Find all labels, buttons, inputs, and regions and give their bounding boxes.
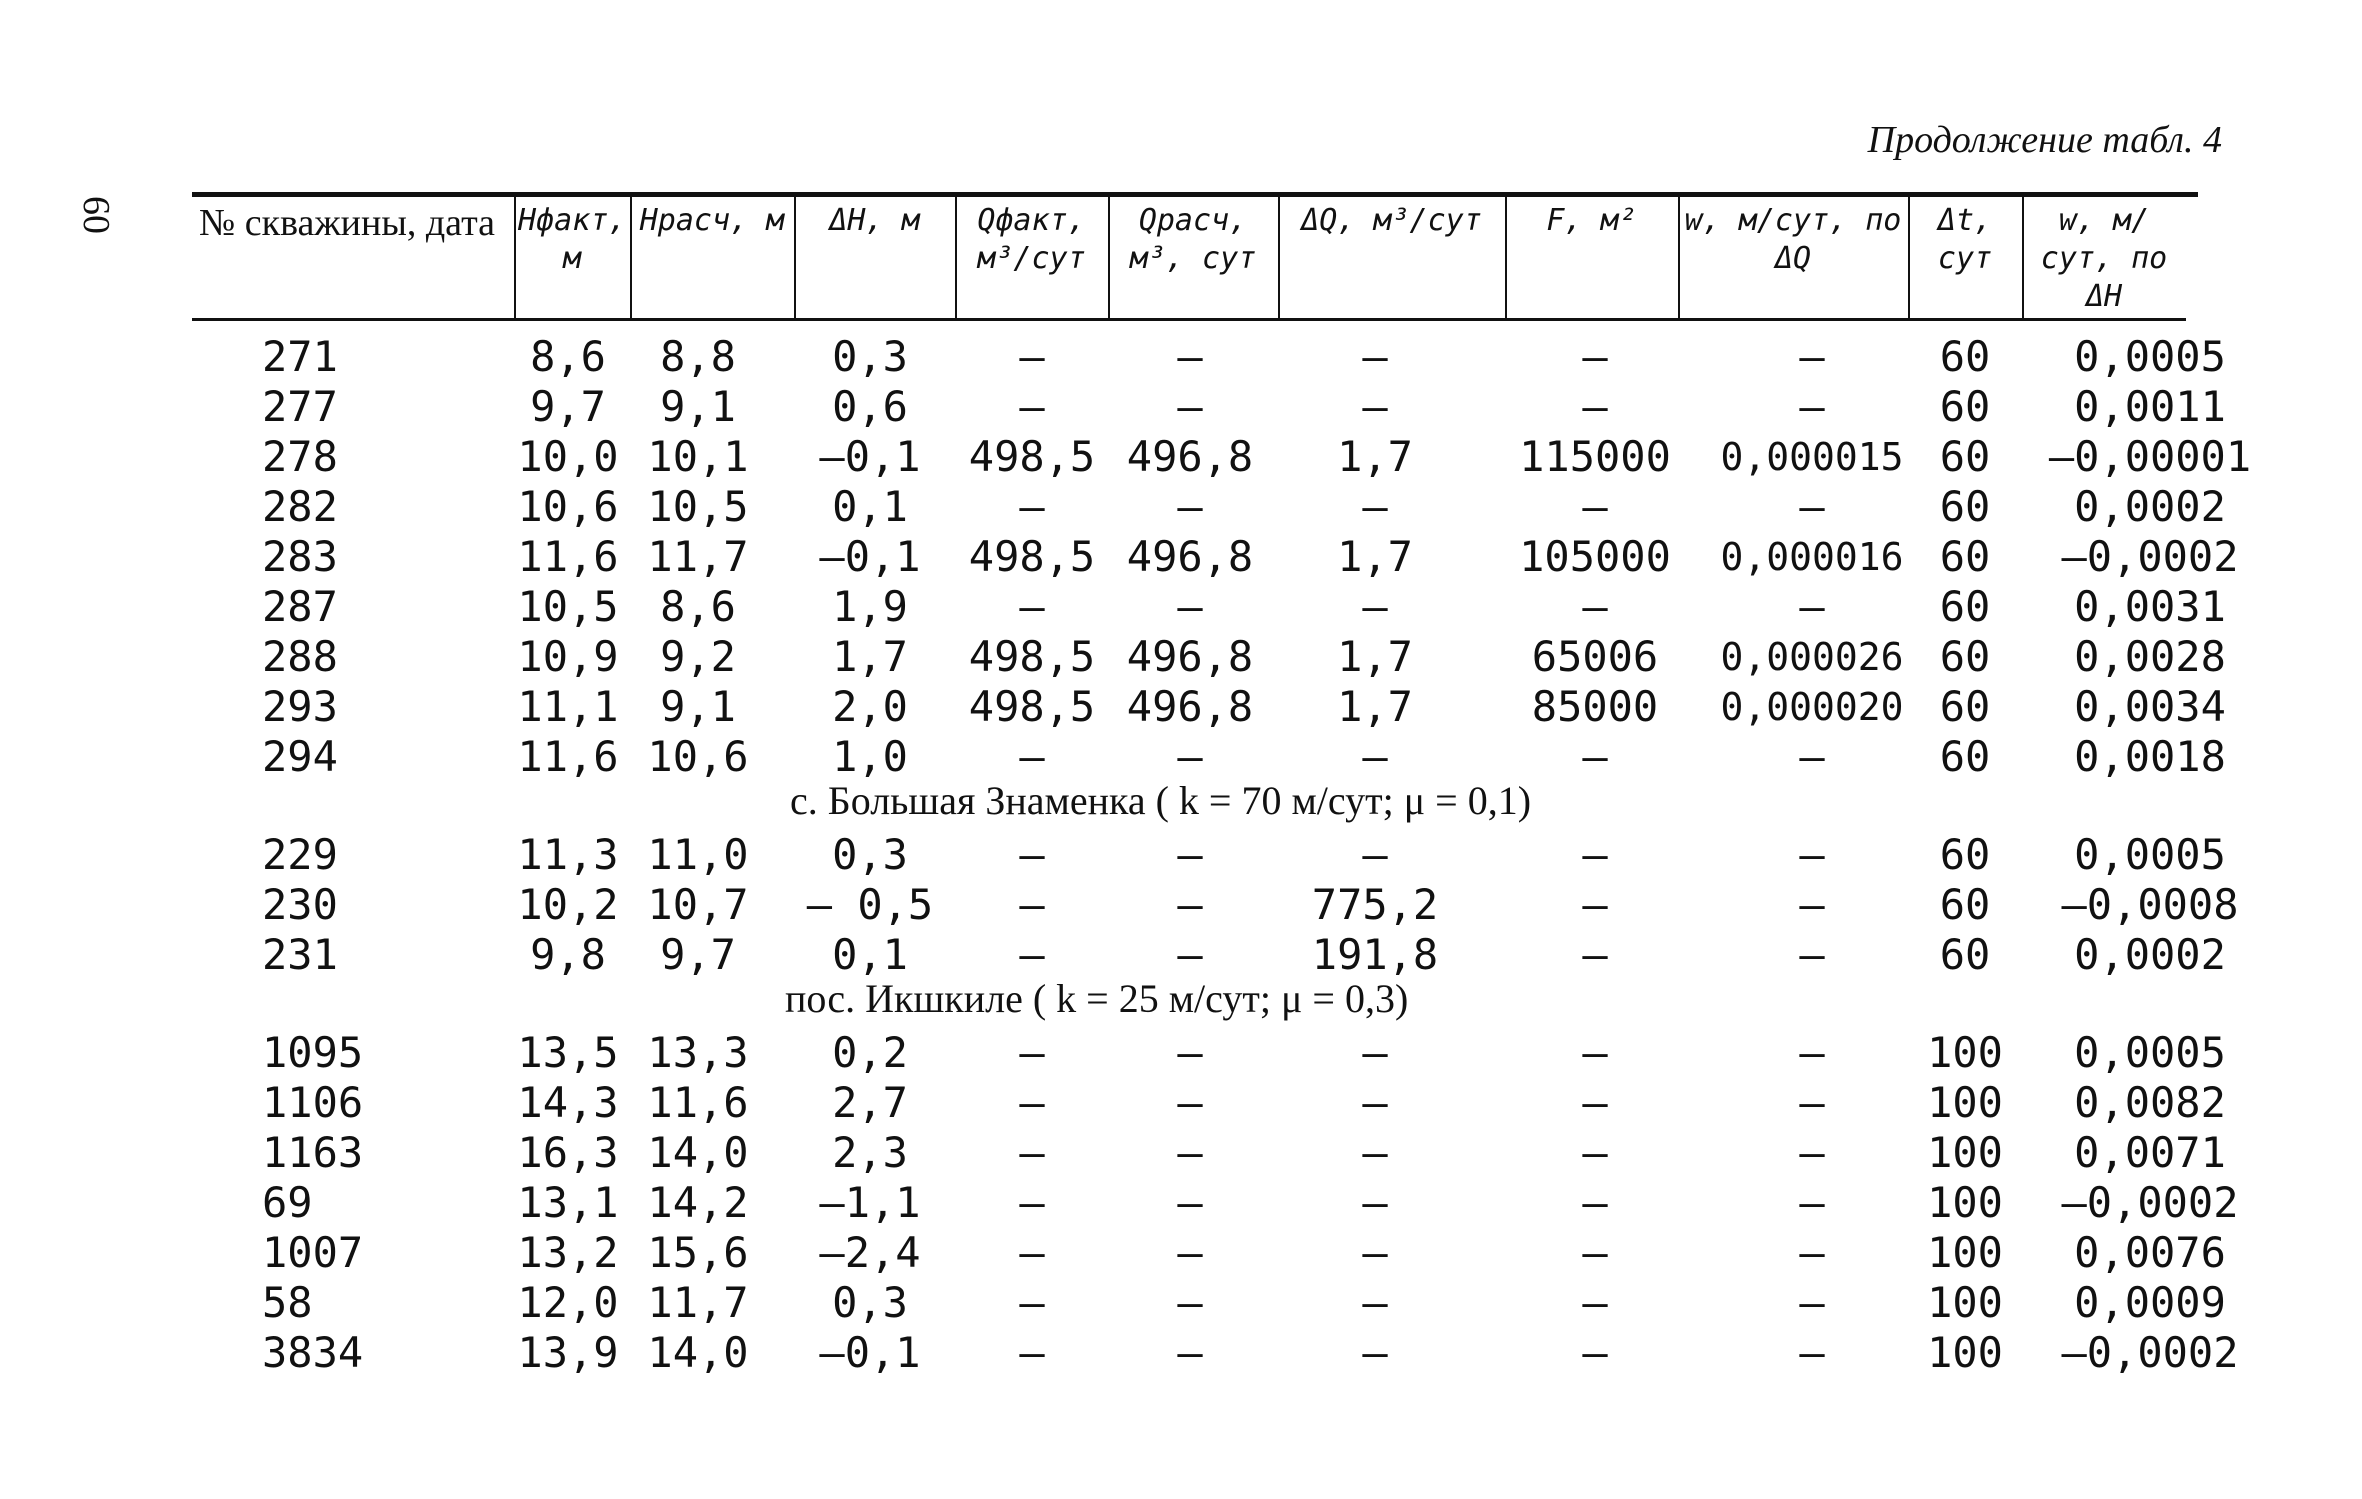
table-row <box>0 1278 2362 1328</box>
table-cell: – <box>1177 830 1203 879</box>
table-cell: 10,2 <box>517 880 619 929</box>
well-id-cell: 277 <box>262 382 338 431</box>
table-cell: 498,5 <box>968 532 1096 581</box>
table-cell: – <box>1799 482 1825 531</box>
table-cell: 9,7 <box>530 382 606 431</box>
table-cell: – <box>1177 930 1203 979</box>
table-cell: 100 <box>1927 1078 2003 1127</box>
table-cell: – <box>1582 1228 1608 1277</box>
table-cell: 13,1 <box>517 1178 619 1227</box>
table-cell: – <box>1177 382 1203 431</box>
table-cell: – <box>1019 582 1045 631</box>
table-cell: 100 <box>1927 1328 2003 1377</box>
column-header: Hрасч, м <box>639 203 785 238</box>
table-cell: 60 <box>1939 532 1991 581</box>
table-cell: – <box>1799 930 1825 979</box>
table-cell: 100 <box>1927 1178 2003 1227</box>
table-cell: 100 <box>1927 1278 2003 1327</box>
table-cell: 100 <box>1927 1128 2003 1177</box>
table-cell: 496,8 <box>1126 632 1254 681</box>
table-cell: – <box>1582 930 1608 979</box>
table-cell: 0,3 <box>832 830 908 879</box>
table-cell: 1,7 <box>1337 432 1413 481</box>
table-cell: 0,0002 <box>2074 482 2226 531</box>
table-cell: – <box>1799 1228 1825 1277</box>
table-cell: 0,0009 <box>2074 1278 2226 1327</box>
table-cell: – <box>1799 332 1825 381</box>
table-cell: –0,0002 <box>2061 1328 2239 1377</box>
table-cell: 10,5 <box>517 582 619 631</box>
table-row <box>0 682 2362 732</box>
table-cell: –0,0002 <box>2061 1178 2239 1227</box>
table-cell: 60 <box>1939 632 1991 681</box>
table-cell: 0,0028 <box>2074 632 2226 681</box>
header-column-divider <box>514 194 516 320</box>
table-header-bottom-rule <box>192 318 2186 321</box>
header-column-divider <box>1908 194 1910 320</box>
table-cell: – <box>1177 1228 1203 1277</box>
table-cell: 60 <box>1939 682 1991 731</box>
table-row <box>0 732 2362 782</box>
section-title: с. Большая Знаменка ( k = 70 м/сут; μ = 0,1) <box>790 778 1532 823</box>
table-cell: – <box>1362 332 1388 381</box>
table-row <box>0 1078 2362 1128</box>
table-cell: 11,6 <box>517 532 619 581</box>
table-cell: 0,0005 <box>2074 332 2226 381</box>
column-header: ΔH, м <box>829 203 920 238</box>
table-cell: – <box>1177 880 1203 929</box>
table-cell: – <box>1582 732 1608 781</box>
table-row <box>0 582 2362 632</box>
header-column-divider <box>955 194 957 320</box>
table-cell: 11,6 <box>647 1078 749 1127</box>
table-cell: – <box>1362 1178 1388 1227</box>
header-column-divider <box>1505 194 1507 320</box>
table-top-rule <box>192 192 2198 197</box>
table-cell: 2,7 <box>832 1078 908 1127</box>
table-row <box>0 1028 2362 1078</box>
table-cell: – <box>1019 482 1045 531</box>
table-row <box>0 930 2362 980</box>
table-cell: – <box>1177 1078 1203 1127</box>
well-id-cell: 1106 <box>262 1078 364 1127</box>
table-cell: 8,8 <box>660 332 736 381</box>
table-cell: 11,7 <box>647 1278 749 1327</box>
table-cell: 60 <box>1939 830 1991 879</box>
table-cell: – <box>1799 732 1825 781</box>
well-id-cell: 278 <box>262 432 338 481</box>
well-id-cell: 58 <box>262 1278 313 1327</box>
table-cell: – <box>1799 1278 1825 1327</box>
table-row <box>0 632 2362 682</box>
table-cell: – <box>1019 382 1045 431</box>
table-cell: 0,000015 <box>1720 435 1904 479</box>
table-cell: – <box>1582 830 1608 879</box>
table-cell: 498,5 <box>968 682 1096 731</box>
table-continuation-caption: Продолжение табл. 4 <box>1867 119 2222 161</box>
table-cell: – <box>1177 1128 1203 1177</box>
table-cell: 60 <box>1939 582 1991 631</box>
table-cell: 2,0 <box>832 682 908 731</box>
table-cell: 16,3 <box>517 1128 619 1177</box>
table-cell: 0,0034 <box>2074 682 2226 731</box>
table-cell: – <box>1362 830 1388 879</box>
table-cell: – <box>1177 1328 1203 1377</box>
table-cell: – <box>1019 1128 1045 1177</box>
column-header: Δt, сут <box>1937 203 1993 276</box>
table-cell: – <box>1362 1028 1388 1077</box>
table-cell: 10,7 <box>647 880 749 929</box>
table-cell: – <box>1177 1178 1203 1227</box>
table-cell: 60 <box>1939 930 1991 979</box>
table-row <box>0 332 2362 382</box>
table-cell: 85000 <box>1531 682 1659 731</box>
header-column-divider <box>794 194 796 320</box>
table-cell: 0,0002 <box>2074 930 2226 979</box>
table-cell: – <box>1362 482 1388 531</box>
well-id-cell: 3834 <box>262 1328 364 1377</box>
table-cell: 8,6 <box>530 332 606 381</box>
table-cell: – <box>1799 1078 1825 1127</box>
table-cell: – <box>1019 732 1045 781</box>
well-id-cell: 1007 <box>262 1228 364 1277</box>
column-header: Hфакт, м <box>518 203 627 276</box>
table-cell: – <box>1177 332 1203 381</box>
table-cell: 0,6 <box>832 382 908 431</box>
table-cell: 14,3 <box>517 1078 619 1127</box>
table-cell: 9,2 <box>660 632 736 681</box>
table-cell: – <box>1019 830 1045 879</box>
well-id-cell: 231 <box>262 930 338 979</box>
page-number: 60 <box>75 196 117 234</box>
table-cell: 14,2 <box>647 1178 749 1227</box>
table-cell: – <box>1799 1028 1825 1077</box>
table-cell: – <box>1582 1328 1608 1377</box>
table-row <box>0 532 2362 582</box>
table-cell: 11,0 <box>647 830 749 879</box>
table-cell: 100 <box>1927 1028 2003 1077</box>
well-id-cell: 271 <box>262 332 338 381</box>
table-cell: 0,0071 <box>2074 1128 2226 1177</box>
table-cell: – <box>1362 1328 1388 1377</box>
table-cell: – <box>1362 582 1388 631</box>
table-cell: 115000 <box>1519 432 1671 481</box>
table-cell: 1,9 <box>832 582 908 631</box>
table-cell: 498,5 <box>968 632 1096 681</box>
table-cell: 0,000020 <box>1720 685 1904 729</box>
well-id-cell: 283 <box>262 532 338 581</box>
table-cell: 496,8 <box>1126 682 1254 731</box>
table-cell: 775,2 <box>1311 880 1439 929</box>
table-cell: –0,1 <box>819 1328 921 1377</box>
table-cell: 11,6 <box>517 732 619 781</box>
table-cell: – <box>1582 880 1608 929</box>
table-cell: – <box>1582 1078 1608 1127</box>
table-cell: 0,0018 <box>2074 732 2226 781</box>
table-cell: 0,3 <box>832 1278 908 1327</box>
table-cell: 0,0076 <box>2074 1228 2226 1277</box>
table-row <box>0 382 2362 432</box>
table-cell: – <box>1582 482 1608 531</box>
table-row <box>0 830 2362 880</box>
table-cell: – <box>1019 880 1045 929</box>
table-row <box>0 482 2362 532</box>
column-header: ΔQ, м³/сут <box>1301 203 1482 238</box>
table-cell: 105000 <box>1519 532 1671 581</box>
table-cell: – <box>1177 732 1203 781</box>
table-cell: 0,0031 <box>2074 582 2226 631</box>
table-row <box>0 1228 2362 1278</box>
table-cell: 0,000016 <box>1720 535 1904 579</box>
table-cell: – <box>1582 1278 1608 1327</box>
table-cell: – <box>1019 1328 1045 1377</box>
table-cell: –0,0008 <box>2061 880 2239 929</box>
table-cell: – <box>1582 1128 1608 1177</box>
table-cell: –2,4 <box>819 1228 921 1277</box>
table-cell: –0,1 <box>819 532 921 581</box>
table-cell: 60 <box>1939 382 1991 431</box>
table-cell: 9,8 <box>530 930 606 979</box>
table-cell: – <box>1799 1128 1825 1177</box>
table-cell: 9,1 <box>660 382 736 431</box>
table-cell: – <box>1582 1178 1608 1227</box>
column-header: w, м/сут, по ΔQ <box>1684 203 1902 276</box>
header-column-divider <box>2022 194 2024 320</box>
table-cell: – <box>1582 1028 1608 1077</box>
well-id-cell: 282 <box>262 482 338 531</box>
table-cell: – <box>1362 1078 1388 1127</box>
header-column-divider <box>1678 194 1680 320</box>
table-cell: – <box>1177 1278 1203 1327</box>
well-id-cell: 229 <box>262 830 338 879</box>
table-row <box>0 1128 2362 1178</box>
table-cell: – <box>1019 1278 1045 1327</box>
table-cell: 60 <box>1939 482 1991 531</box>
well-id-cell: 230 <box>262 880 338 929</box>
well-id-cell: 1163 <box>262 1128 364 1177</box>
table-cell: 10,6 <box>517 482 619 531</box>
table-cell: 15,6 <box>647 1228 749 1277</box>
well-id-cell: 69 <box>262 1178 313 1227</box>
table-cell: 1,7 <box>832 632 908 681</box>
table-cell: – <box>1362 1228 1388 1277</box>
table-cell: 0,2 <box>832 1028 908 1077</box>
table-cell: 11,3 <box>517 830 619 879</box>
table-cell: – <box>1582 332 1608 381</box>
table-cell: 1,7 <box>1337 682 1413 731</box>
table-cell: 60 <box>1939 332 1991 381</box>
table-row <box>0 880 2362 930</box>
table-cell: 60 <box>1939 732 1991 781</box>
table-cell: – <box>1019 930 1045 979</box>
table-cell: – <box>1019 332 1045 381</box>
section-title: пос. Икшкиле ( k = 25 м/сут; μ = 0,3) <box>785 976 1409 1021</box>
header-column-divider <box>630 194 632 320</box>
column-header: Qфакт, м³/сут <box>977 203 1086 276</box>
table-cell: 191,8 <box>1311 930 1439 979</box>
table-cell: 65006 <box>1531 632 1659 681</box>
table-cell: – <box>1362 1278 1388 1327</box>
table-cell: – <box>1799 880 1825 929</box>
table-cell: –0,0002 <box>2061 532 2239 581</box>
table-cell: 11,7 <box>647 532 749 581</box>
table-cell: 60 <box>1939 432 1991 481</box>
table-cell: – <box>1362 732 1388 781</box>
table-cell: – <box>1177 1028 1203 1077</box>
well-id-cell: 1095 <box>262 1028 364 1077</box>
well-id-cell: 294 <box>262 732 338 781</box>
table-cell: 9,1 <box>660 682 736 731</box>
table-row <box>0 1178 2362 1228</box>
table-cell: – <box>1582 382 1608 431</box>
table-cell: – <box>1019 1178 1045 1227</box>
table-row <box>0 432 2362 482</box>
table-cell: – <box>1362 382 1388 431</box>
table-cell: – <box>1582 582 1608 631</box>
table-cell: – <box>1177 482 1203 531</box>
table-cell: 13,3 <box>647 1028 749 1077</box>
column-header: Qрасч, м³, сут <box>1129 203 1257 276</box>
table-cell: 10,1 <box>647 432 749 481</box>
table-cell: 1,7 <box>1337 632 1413 681</box>
header-column-divider <box>1108 194 1110 320</box>
well-id-cell: 293 <box>262 682 338 731</box>
table-cell: –0,00001 <box>2048 432 2252 481</box>
table-cell: 0,1 <box>832 930 908 979</box>
table-cell: – 0,5 <box>806 880 934 929</box>
table-cell: – <box>1019 1228 1045 1277</box>
table-cell: 13,5 <box>517 1028 619 1077</box>
table-cell: 10,5 <box>647 482 749 531</box>
table-cell: 2,3 <box>832 1128 908 1177</box>
table-cell: – <box>1019 1028 1045 1077</box>
table-cell: –0,1 <box>819 432 921 481</box>
table-cell: 100 <box>1927 1228 2003 1277</box>
table-cell: 0,1 <box>832 482 908 531</box>
table-cell: 0,0082 <box>2074 1078 2226 1127</box>
table-cell: – <box>1799 1178 1825 1227</box>
table-cell: 14,0 <box>647 1328 749 1377</box>
table-cell: – <box>1019 1078 1045 1127</box>
table-cell: 0,0005 <box>2074 1028 2226 1077</box>
well-id-cell: 288 <box>262 632 338 681</box>
table-cell: 496,8 <box>1126 432 1254 481</box>
well-id-cell: 287 <box>262 582 338 631</box>
table-cell: 10,0 <box>517 432 619 481</box>
header-column-divider <box>1278 194 1280 320</box>
table-cell: – <box>1799 830 1825 879</box>
table-cell: 496,8 <box>1126 532 1254 581</box>
table-cell: – <box>1177 582 1203 631</box>
table-cell: 13,2 <box>517 1228 619 1277</box>
table-cell: 13,9 <box>517 1328 619 1377</box>
table-cell: 12,0 <box>517 1278 619 1327</box>
table-cell: – <box>1799 382 1825 431</box>
table-cell: – <box>1362 1128 1388 1177</box>
table-cell: 14,0 <box>647 1128 749 1177</box>
table-cell: 0,0005 <box>2074 830 2226 879</box>
table-cell: – <box>1799 1328 1825 1377</box>
table-cell: 1,0 <box>832 732 908 781</box>
table-cell: 8,6 <box>660 582 736 631</box>
table-cell: 11,1 <box>517 682 619 731</box>
column-header: F, м² <box>1546 203 1637 238</box>
table-cell: 0,000026 <box>1720 635 1904 679</box>
table-cell: 498,5 <box>968 432 1096 481</box>
table-row <box>0 1328 2362 1378</box>
table-cell: 10,6 <box>647 732 749 781</box>
table-cell: 9,7 <box>660 930 736 979</box>
table-cell: 0,3 <box>832 332 908 381</box>
column-header: w, м/сут, по ΔH <box>2040 203 2168 314</box>
table-cell: 1,7 <box>1337 532 1413 581</box>
table-cell: 60 <box>1939 880 1991 929</box>
column-header: № скважины, дата <box>199 202 496 244</box>
table-cell: 0,0011 <box>2074 382 2226 431</box>
table-cell: –1,1 <box>819 1178 921 1227</box>
table-cell: – <box>1799 582 1825 631</box>
table-cell: 10,9 <box>517 632 619 681</box>
